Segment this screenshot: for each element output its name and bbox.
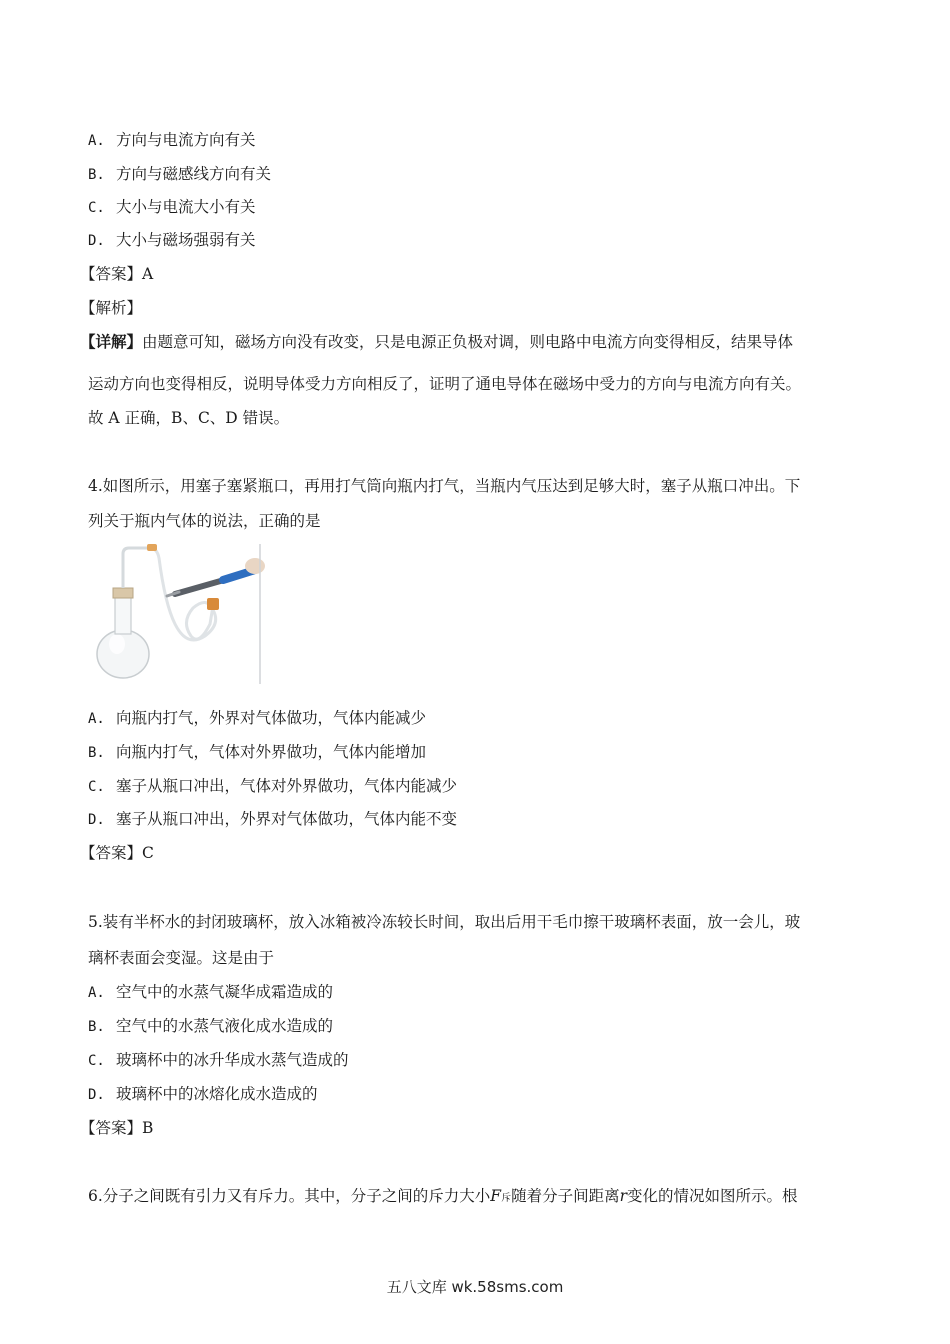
page-footer: 五八文库 wk.58sms.com: [386, 1278, 564, 1296]
option-text: 方向与磁感线方向有关: [116, 165, 272, 183]
q3-detail-line-3: 故 A 正确，B、C、D 错误。: [88, 409, 290, 427]
option-letter: B.: [88, 167, 105, 183]
var-f: F: [490, 1187, 502, 1205]
hand: [245, 558, 265, 574]
q6-stem-before: 6.分子之间既有引力又有斥力。其中，分子之间的斥力大小: [88, 1187, 491, 1205]
option-text: 塞子从瓶口冲出，气体对外界做功，气体内能减少: [116, 777, 458, 795]
q3-option-d: [88, 229, 256, 252]
answer-value: B: [142, 1119, 154, 1137]
q5-option-c: [88, 1049, 349, 1072]
option-text: 向瓶内打气，外界对气体做功，气体内能减少: [116, 709, 427, 727]
detail-text: 由题意可知，磁场方向没有改变，只是电源正负极对调，则电路中电流方向变得相反，结果导体: [142, 333, 794, 351]
q4-option-c: [88, 775, 457, 798]
option-text: 大小与磁场强弱有关: [116, 231, 256, 249]
answer-label: 【答案】: [80, 1119, 143, 1137]
q3-option-c: [88, 196, 256, 219]
q5-answer: [80, 1117, 153, 1139]
q4-option-d: [88, 808, 457, 831]
q4-answer: [80, 842, 154, 864]
option-letter: A.: [88, 711, 105, 727]
answer-label: 【答案】: [80, 265, 143, 283]
option-text: 空气中的水蒸气凝华成霜造成的: [116, 983, 334, 1001]
q4-stem-line-1: 4.如图所示，用塞子塞紧瓶口，再用打气筒向瓶内打气，当瓶内气压达到足够大时，塞子从瓶口冲出。下: [88, 477, 801, 495]
option-letter: D.: [88, 233, 105, 249]
q3-detail-line-2: 运动方向也变得相反，说明导体受力方向相反了，证明了通电导体在磁场中受力的方向与电流方向有关。: [88, 375, 802, 393]
flask-pump-figure: [95, 544, 265, 684]
option-text: 玻璃杯中的冰升华成水蒸气造成的: [116, 1051, 349, 1069]
q5-option-b: [88, 1015, 333, 1038]
glass-tube: [123, 548, 150, 588]
q5-stem-line-2: 璃杯表面会变湿。这是由于: [88, 949, 275, 967]
flask-neck: [115, 596, 131, 634]
option-letter: C.: [88, 200, 105, 216]
option-letter: B.: [88, 1019, 105, 1035]
option-letter: C.: [88, 779, 105, 795]
q3-detail-line-1: [80, 331, 793, 353]
q3-analysis-label: 【解析】: [80, 299, 143, 317]
option-text: 大小与电流大小有关: [116, 198, 256, 216]
q4-option-a: [88, 707, 426, 730]
q6-stem-line-1: [88, 1185, 798, 1210]
answer-label: 【答案】: [80, 844, 143, 862]
q6-stem-middle: 随着分子间距离: [511, 1187, 620, 1205]
answer-value: A: [142, 265, 154, 283]
flask-body: [97, 630, 149, 678]
option-letter: A.: [88, 985, 105, 1001]
option-letter: B.: [88, 745, 105, 761]
q4-stem-line-2: 列关于瓶内气体的说法，正确的是: [88, 512, 321, 530]
option-text: 向瓶内打气，气体对外界做功，气体内能增加: [116, 743, 427, 761]
option-letter: A.: [88, 133, 105, 149]
q3-option-b: [88, 163, 271, 186]
q6-stem-after: 变化的情况如图所示。根: [627, 1187, 798, 1205]
var-f-subscript: 斥: [501, 1193, 512, 1204]
option-text: 玻璃杯中的冰熔化成水造成的: [116, 1085, 318, 1103]
q3-option-a: [88, 129, 256, 152]
q4-option-b: [88, 741, 426, 764]
answer-value: C: [142, 844, 154, 862]
q5-stem-line-1: 5.装有半杯水的封闭玻璃杯，放入冰箱被冷冻较长时间，取出后用干毛巾擦干玻璃杯表面，放一会儿，玻: [88, 913, 801, 931]
option-text: 空气中的水蒸气液化成水造成的: [116, 1017, 334, 1035]
hose-connector: [147, 544, 157, 551]
q5-option-a: [88, 981, 333, 1004]
q3-answer: [80, 263, 153, 285]
option-letter: D.: [88, 812, 105, 828]
option-letter: D.: [88, 1087, 105, 1103]
var-r: r: [619, 1187, 627, 1205]
pump-valve: [207, 598, 219, 610]
q5-option-d: [88, 1083, 318, 1106]
option-letter: C.: [88, 1053, 105, 1069]
stopper: [113, 588, 133, 598]
option-text: 塞子从瓶口冲出，外界对气体做功，气体内能不变: [116, 810, 458, 828]
option-text: 方向与电流方向有关: [116, 131, 256, 149]
detail-label: 【详解】: [80, 332, 143, 351]
